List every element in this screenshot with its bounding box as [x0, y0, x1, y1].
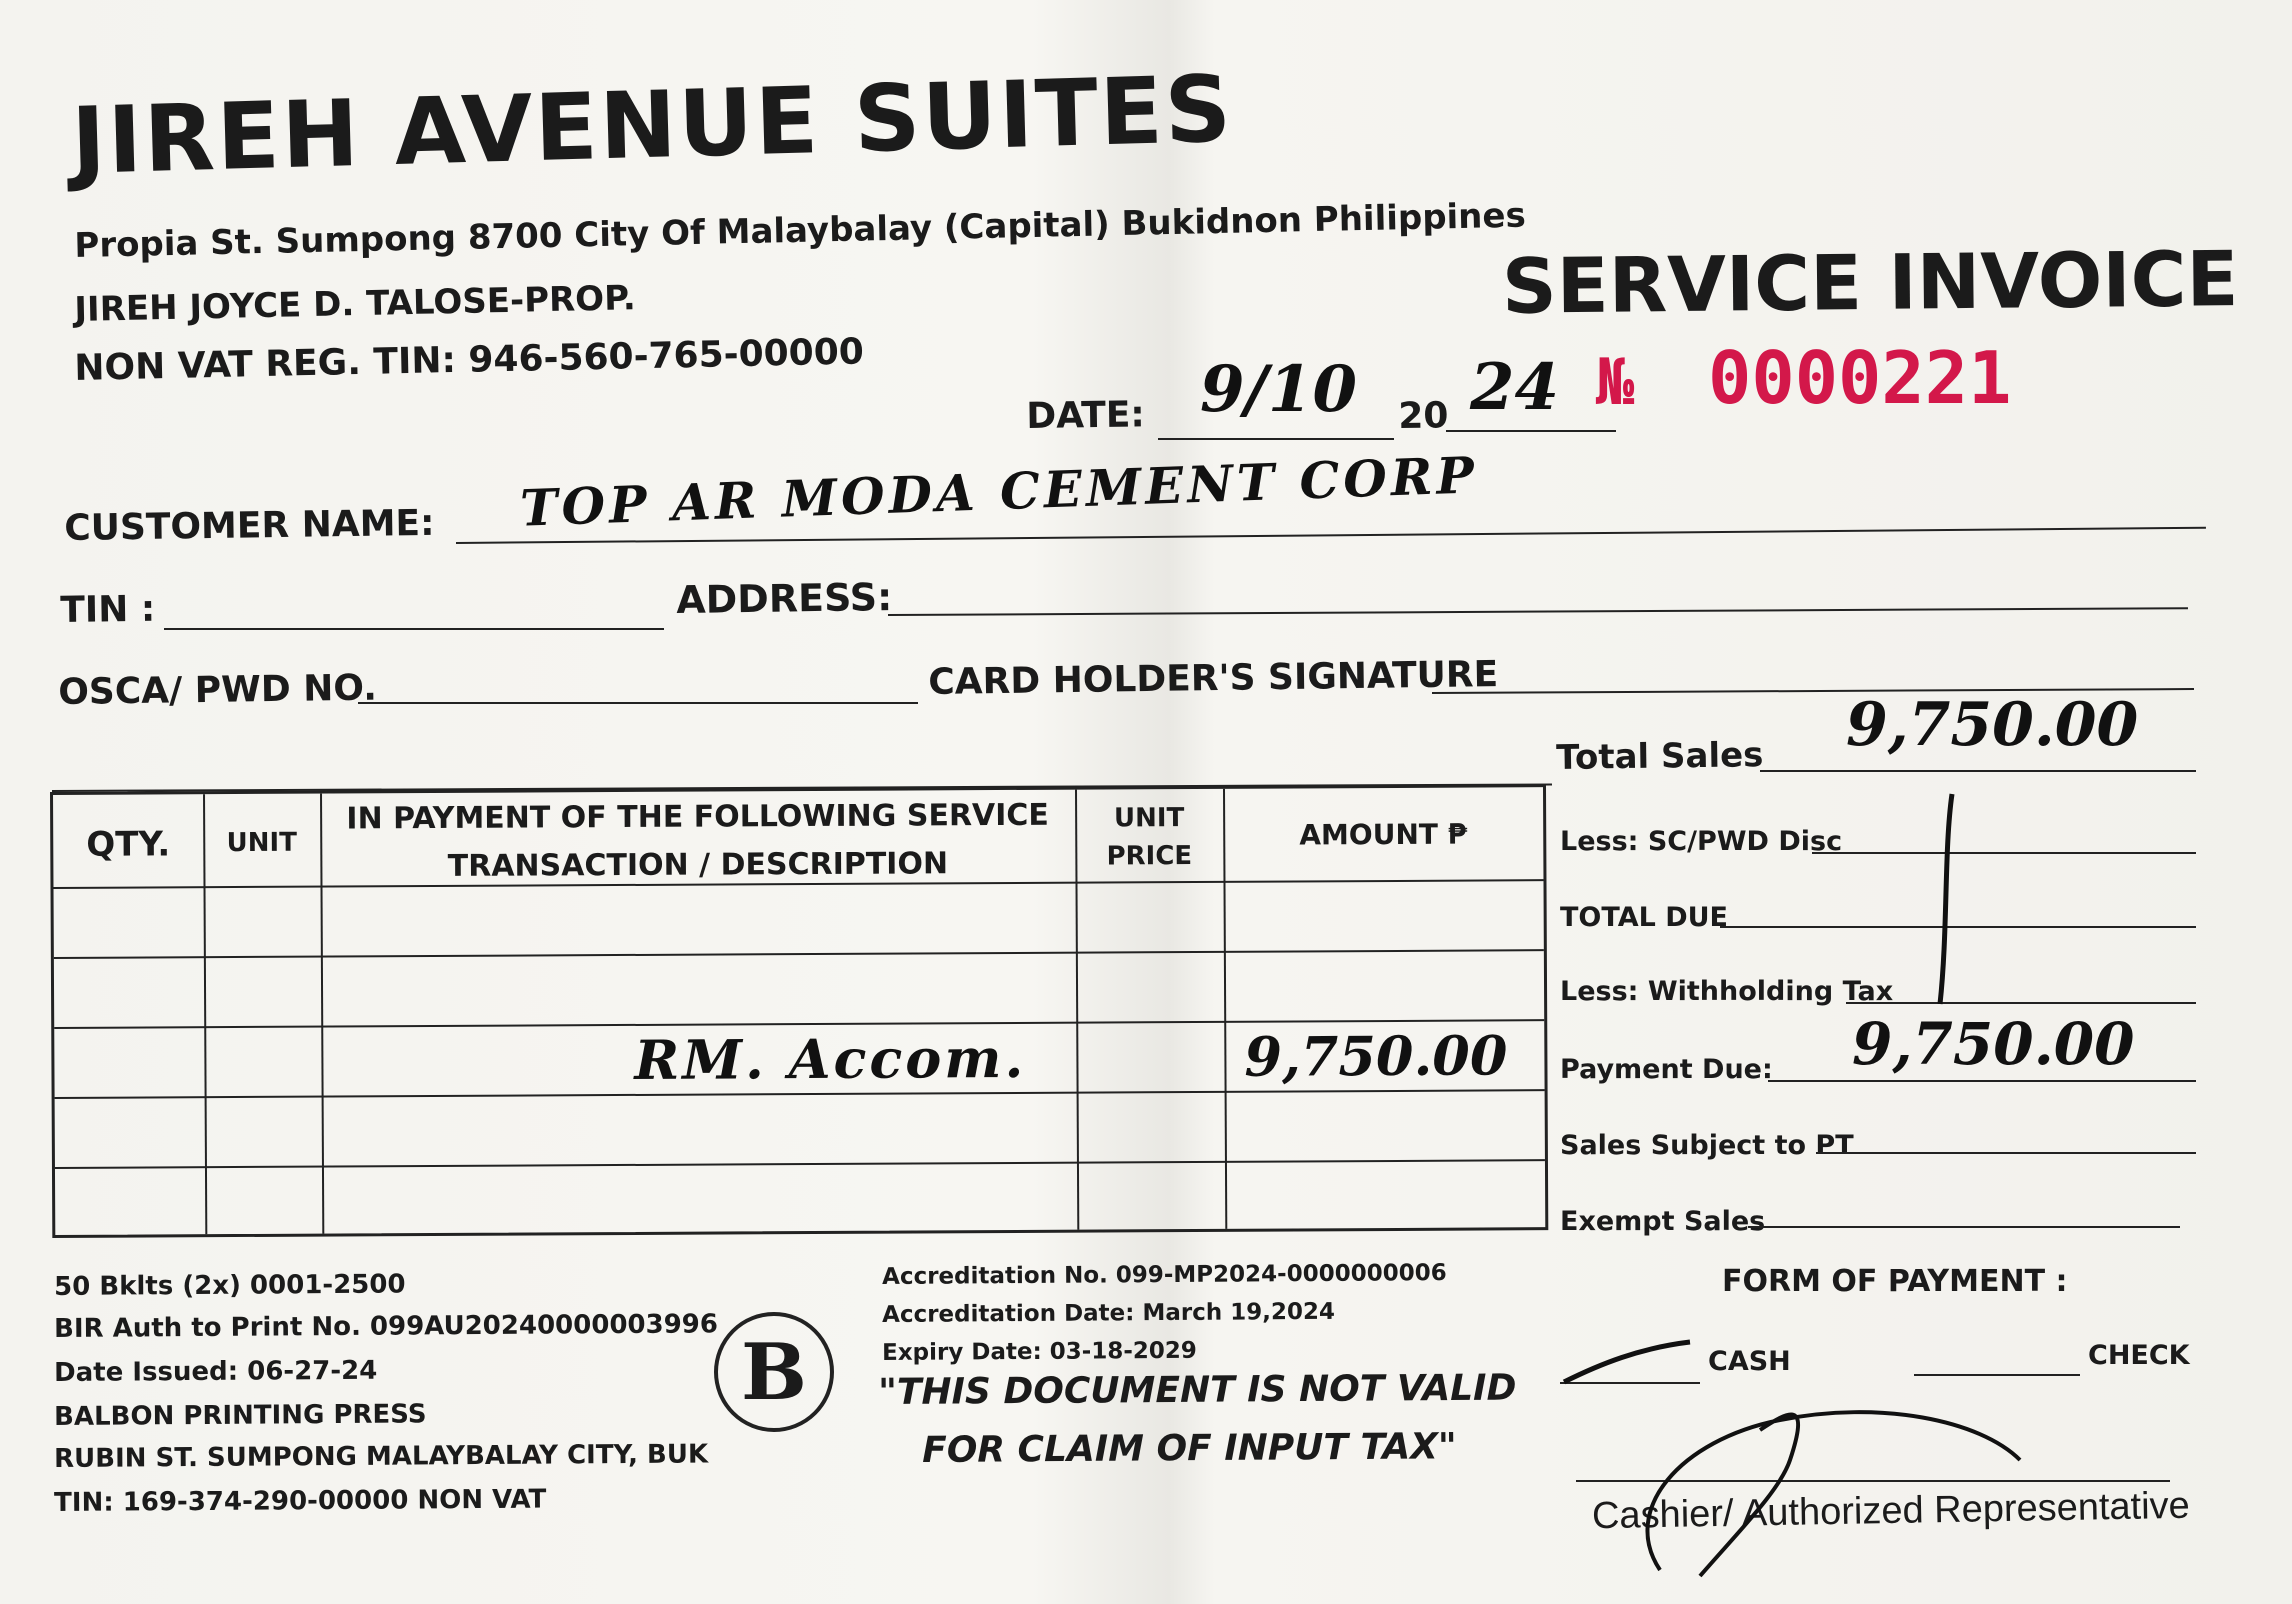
- less-disc-line: [1812, 852, 2196, 854]
- header-unit: UNIT: [226, 827, 297, 859]
- printer-logo: [714, 1312, 834, 1432]
- printer-line-3: Date Issued: 06-27-24: [54, 1355, 378, 1388]
- printer-logo-letter: B: [741, 1326, 807, 1418]
- year-value: 24: [1470, 350, 1560, 425]
- signature-label: CARD HOLDER'S SIGNATURE: [928, 654, 1499, 703]
- exempt-label: Exempt Sales: [1560, 1206, 1766, 1237]
- accreditation-expiry: Expiry Date: 03-18-2029: [882, 1337, 1197, 1366]
- date-line: [1158, 438, 1394, 440]
- address-label: ADDRESS:: [676, 574, 893, 622]
- header-description-2: TRANSACTION / DESCRIPTION: [447, 846, 949, 884]
- cash-label: CASH: [1708, 1346, 1791, 1377]
- printer-line-5: RUBIN ST. SUMPONG MALAYBALAY CITY, BUK: [54, 1439, 709, 1474]
- total-due-label: TOTAL DUE: [1560, 902, 1728, 933]
- serial-prefix: №: [1596, 346, 1635, 420]
- total-sales-label: Total Sales: [1556, 735, 1764, 778]
- year-line: [1446, 430, 1616, 432]
- sales-pt-line: [1816, 1152, 2196, 1154]
- service-table: [50, 784, 1548, 1238]
- sales-pt-label: Sales Subject to PT: [1560, 1130, 1854, 1161]
- invoice-title: SERVICE INVOICE: [1501, 234, 2239, 331]
- serial-number: 0000221: [1708, 336, 2012, 420]
- business-name: JIREH AVENUE SUITES: [70, 55, 1235, 195]
- header-description-1: IN PAYMENT OF THE FOLLOWING SERVICE: [346, 797, 1049, 837]
- notice-line-2: FOR CLAIM OF INPUT TAX": [922, 1426, 1457, 1471]
- osca-label: OSCA/ PWD NO.: [58, 667, 378, 713]
- tin-label: TIN :: [60, 588, 156, 631]
- payment-due-value: 9,750.00: [1852, 1010, 2135, 1078]
- header-qty: QTY.: [86, 824, 171, 865]
- less-disc-label: Less: SC/PWD Disc: [1560, 826, 1843, 857]
- total-sales-value: 9,750.00: [1846, 690, 2139, 760]
- exempt-line: [1748, 1226, 2180, 1228]
- less-wht-label: Less: Withholding Tax: [1560, 976, 1894, 1007]
- osca-line: [358, 702, 918, 704]
- printer-line-2: BIR Auth to Print No. 099AU20240000003996: [54, 1309, 719, 1344]
- customer-name-label: CUSTOMER NAME:: [64, 502, 435, 549]
- date-value: 9/10: [1200, 352, 1357, 427]
- less-wht-line: [1846, 1002, 2196, 1004]
- tin-line: [164, 628, 664, 630]
- notice-line-1: "THIS DOCUMENT IS NOT VALID: [878, 1367, 1517, 1413]
- cashier-label: Cashier/ Authorized Representative: [1591, 1484, 2191, 1538]
- header-amount: AMOUNT ₱: [1299, 817, 1468, 852]
- strike-mark: [1930, 790, 1970, 1010]
- payment-due-line: [1768, 1080, 2196, 1082]
- date-label: DATE:: [1026, 394, 1146, 437]
- business-proprietor: JIREH JOYCE D. TALOSE-PROP.: [74, 278, 637, 330]
- business-tin: NON VAT REG. TIN: 946-560-765-00000: [74, 331, 865, 389]
- total-sales-line: [1760, 770, 2196, 772]
- form-of-payment-label: FORM OF PAYMENT :: [1722, 1264, 2068, 1299]
- year-prefix: 20: [1398, 395, 1449, 437]
- printer-line-6: TIN: 169-374-290-00000 NON VAT: [54, 1484, 547, 1518]
- table-row-description: RM. Accom.: [634, 1025, 1027, 1092]
- table-row-amount: 9,750.00: [1244, 1023, 1508, 1089]
- check-label: CHECK: [2088, 1340, 2190, 1371]
- business-address: Propia St. Sumpong 8700 City Of Malaybalay (Capital) Bukidnon Philippines: [74, 195, 1527, 266]
- cashier-signature: [1620, 1400, 2040, 1580]
- printer-line-4: BALBON PRINTING PRESS: [54, 1399, 427, 1432]
- header-unit-price-1: UNIT: [1113, 803, 1185, 834]
- customer-name-value: TOP AR MODA CEMENT CORP: [519, 445, 1479, 538]
- accreditation-no: Accreditation No. 099-MP2024-0000000006: [882, 1260, 1447, 1290]
- printer-line-1: 50 Bklts (2x) 0001-2500: [54, 1269, 406, 1302]
- payment-due-label: Payment Due:: [1560, 1054, 1773, 1085]
- header-unit-price-2: PRICE: [1106, 841, 1193, 872]
- cash-check-mark: [1560, 1334, 1700, 1388]
- accreditation-date: Accreditation Date: March 19,2024: [882, 1298, 1336, 1328]
- check-line: [1914, 1374, 2080, 1376]
